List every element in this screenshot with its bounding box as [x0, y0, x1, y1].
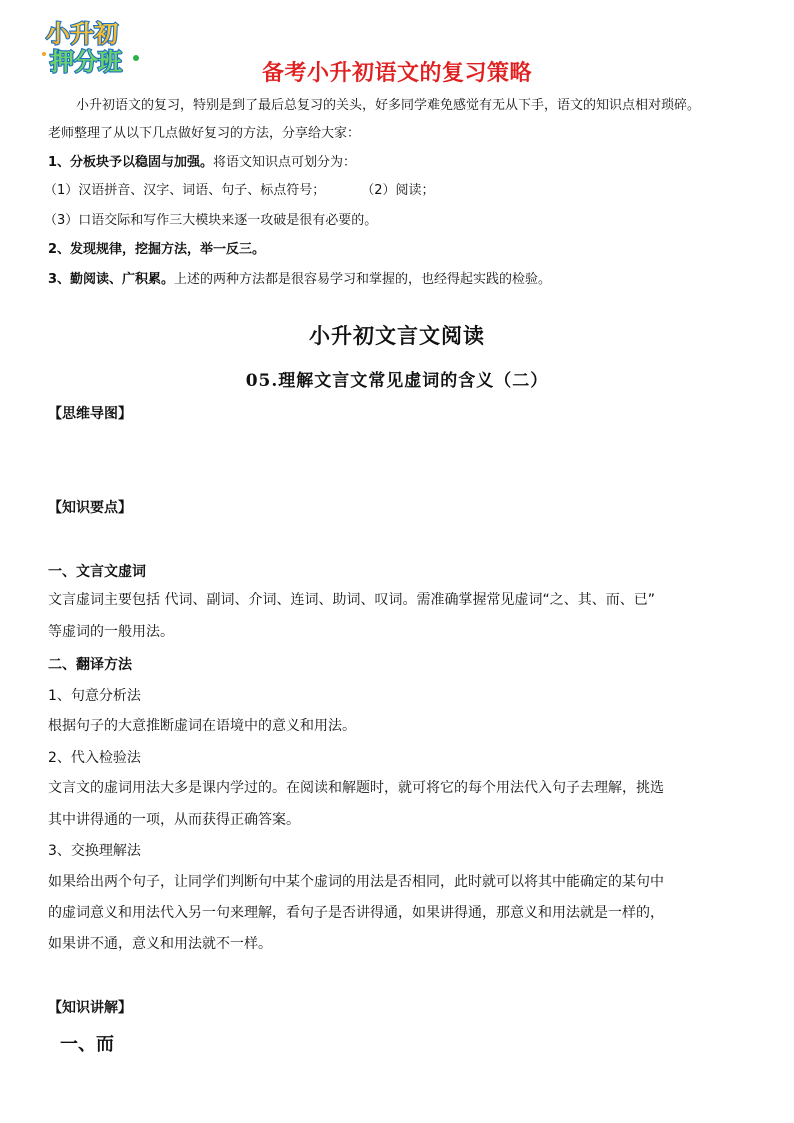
part-2-heading: 二、翻译方法: [48, 657, 132, 673]
explain-label: 【知识讲解】: [48, 1000, 132, 1016]
point-1-sub-1: [44, 181, 754, 201]
section-title: 小升初文言文阅读: [309, 323, 485, 348]
point-1-sub-1b: （2）阅读；: [361, 183, 435, 198]
section-subtitle: 05.理解文言文常见虚词的含义（二）: [245, 371, 549, 391]
method-2-title: 2、代入检验法: [48, 750, 141, 766]
method-3-text-1: 如果给出两个句子，让同学们判断句中某个虚词的用法是否相同，此时就可以将其中能确定的某句中: [48, 874, 664, 890]
part-1-line-2: 等虚词的一般用法。: [48, 624, 174, 640]
banner-title: 备考小升初语文的复习策略: [261, 61, 532, 86]
point-1-sub-1a: （1）汉语拼音、汉字、词语、句子、标点符号；: [44, 183, 326, 198]
method-3-title: 3、交换理解法: [48, 843, 141, 859]
intro-line-2: 老师整理了从以下几点做好复习的方法，分享给大家：: [48, 126, 361, 141]
point-1-sub-2: （3）口语交际和写作三大模块来逐一攻破是很有必要的。: [44, 213, 378, 228]
method-3-text-3: 如果讲不通，意义和用法就不一样。: [48, 936, 272, 952]
method-2-text-1: 文言文的虚词用法大多是课内学过的。在阅读和解题时，就可将它的每个用法代入句子去理解，挑选: [48, 780, 664, 796]
method-2-text-2: 其中讲得通的一项，从而获得正确答案。: [48, 812, 300, 828]
part-1-heading: 一、文言文虚词: [48, 564, 146, 580]
point-3-bold: 3、勤阅读、广积累。: [48, 272, 175, 287]
svg-text:小升初: 小升初: [46, 20, 118, 48]
point-1: [48, 153, 754, 173]
key-points-label: 【知识要点】: [48, 500, 132, 516]
point-1-rest: 将语文知识点可划分为：: [213, 155, 357, 170]
point-3-rest: 上述的两种方法都是很容易学习和掌握的，也经得起实践的检验。: [174, 272, 552, 287]
method-1-text: 根据句子的大意推断虚词在语境中的意义和用法。: [48, 718, 356, 734]
method-1-title: 1、句意分析法: [48, 688, 141, 704]
point-1-bold: 1、分板块予以稳固与加强。: [48, 155, 214, 170]
mind-map-label: 【思维导图】: [48, 406, 132, 422]
part-1-line-1: 文言虚词主要包括 代词、副词、介词、连词、助词、叹词。需准确掌握常见虚词“之、其、而、已”: [48, 592, 655, 608]
intro-line-1: 小升初语文的复习，特别是到了最后总复习的关头，好多同学难免感觉有无从下手，语文的知识点相对琐碎。: [76, 98, 701, 113]
method-3-text-2: 的虚词意义和用法代入另一句来理解，看句子是否讲得通，如果讲得通，那意义和用法就是一样的，: [48, 905, 664, 921]
point-3: [48, 270, 754, 290]
svg-text:押分班: 押分班: [50, 48, 122, 76]
point-2: 2、发现规律，挖掘方法，举一反三。: [48, 242, 266, 257]
final-heading: 一、而: [60, 1034, 114, 1055]
